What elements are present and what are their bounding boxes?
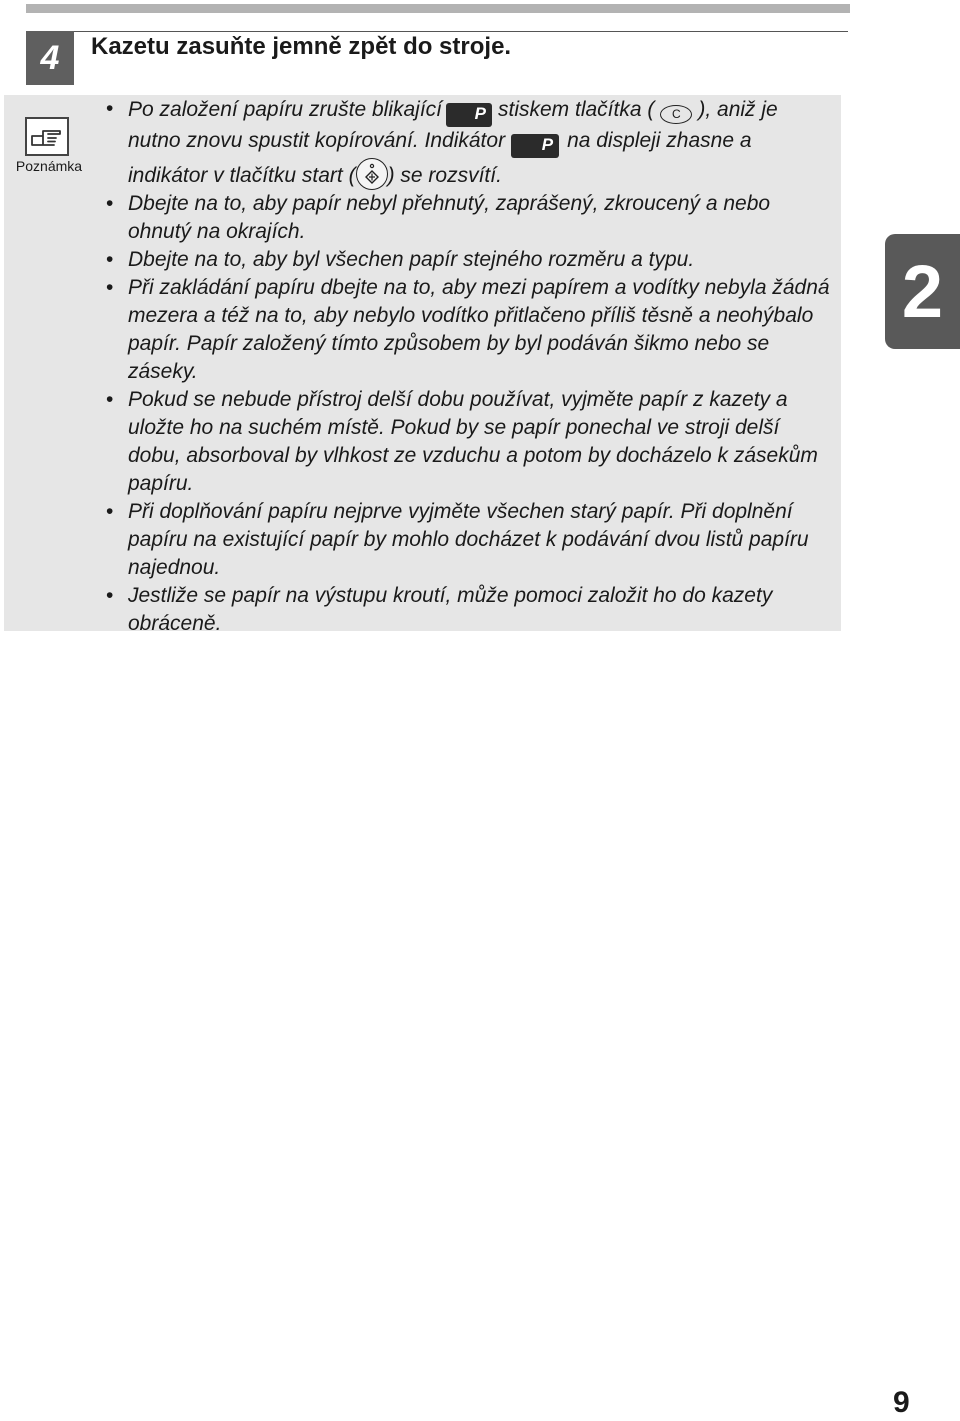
paper-indicator-icon: P: [511, 134, 559, 158]
step-number: 4: [26, 31, 74, 85]
clear-key-icon: C: [660, 105, 692, 124]
note-label: Poznámka: [15, 158, 83, 174]
page-number: 9: [893, 1386, 910, 1419]
list-item: • Jestliže se papír na výstupu kroutí, může pomoci založit ho do kazety obráceně.: [103, 582, 835, 638]
note-text: ), aniž je nutno znovu spustit kopírování. Indikátor: [128, 98, 778, 152]
list-item: • Dbejte na to, aby papír nebyl přehnutý, zaprášený, zkroucený a nebo ohnutý na okrajích.: [103, 190, 835, 246]
paper-indicator-icon: P: [446, 103, 492, 127]
note-text: Po založení papíru zrušte blikající: [128, 98, 442, 121]
step-heading: Kazetu zasuňte jemně zpět do stroje.: [91, 33, 512, 60]
header-rule: [26, 31, 848, 32]
note-text: stiskem tlačítka (: [498, 98, 655, 121]
list-item: [103, 95, 835, 190]
note-text: ) se rozsvítí.: [387, 164, 502, 187]
pointing-hand-icon: [25, 117, 69, 156]
list-item: • Pokud se nebude přístroj delší dobu používat, vyjměte papír z kazety a uložte ho na suchém místě. Pokud by se papír ponechal ve stroji delší dobu, absorboval by vlhkost ze vzduchu a potom by docházelo k zásekům papíru.: [103, 386, 835, 498]
list-item: • Dbejte na to, aby byl všechen papír stejného rozměru a typu.: [103, 246, 835, 274]
note-list: [103, 95, 835, 638]
start-button-icon: [356, 158, 388, 190]
list-item: • Při zakládání papíru dbejte na to, aby mezi papírem a vodítky nebyla žádná mezera a též na to, aby nebylo vodítko přitlačeno příliš těsně a neohýbalo papír. Papír založený tímto způsobem by byl podáván šikmo nebo se záseky.: [103, 274, 835, 386]
header-bar: [26, 4, 850, 13]
note-text: na displeji zhasne a indikátor v tlačítku start (: [128, 129, 752, 187]
list-item: • Při doplňování papíru nejprve vyjměte všechen starý papír. Při doplnění papíru na existující papír by mohlo docházet k podávání dvou listů papíru najednou.: [103, 498, 835, 582]
chapter-tab: 2: [885, 234, 960, 349]
